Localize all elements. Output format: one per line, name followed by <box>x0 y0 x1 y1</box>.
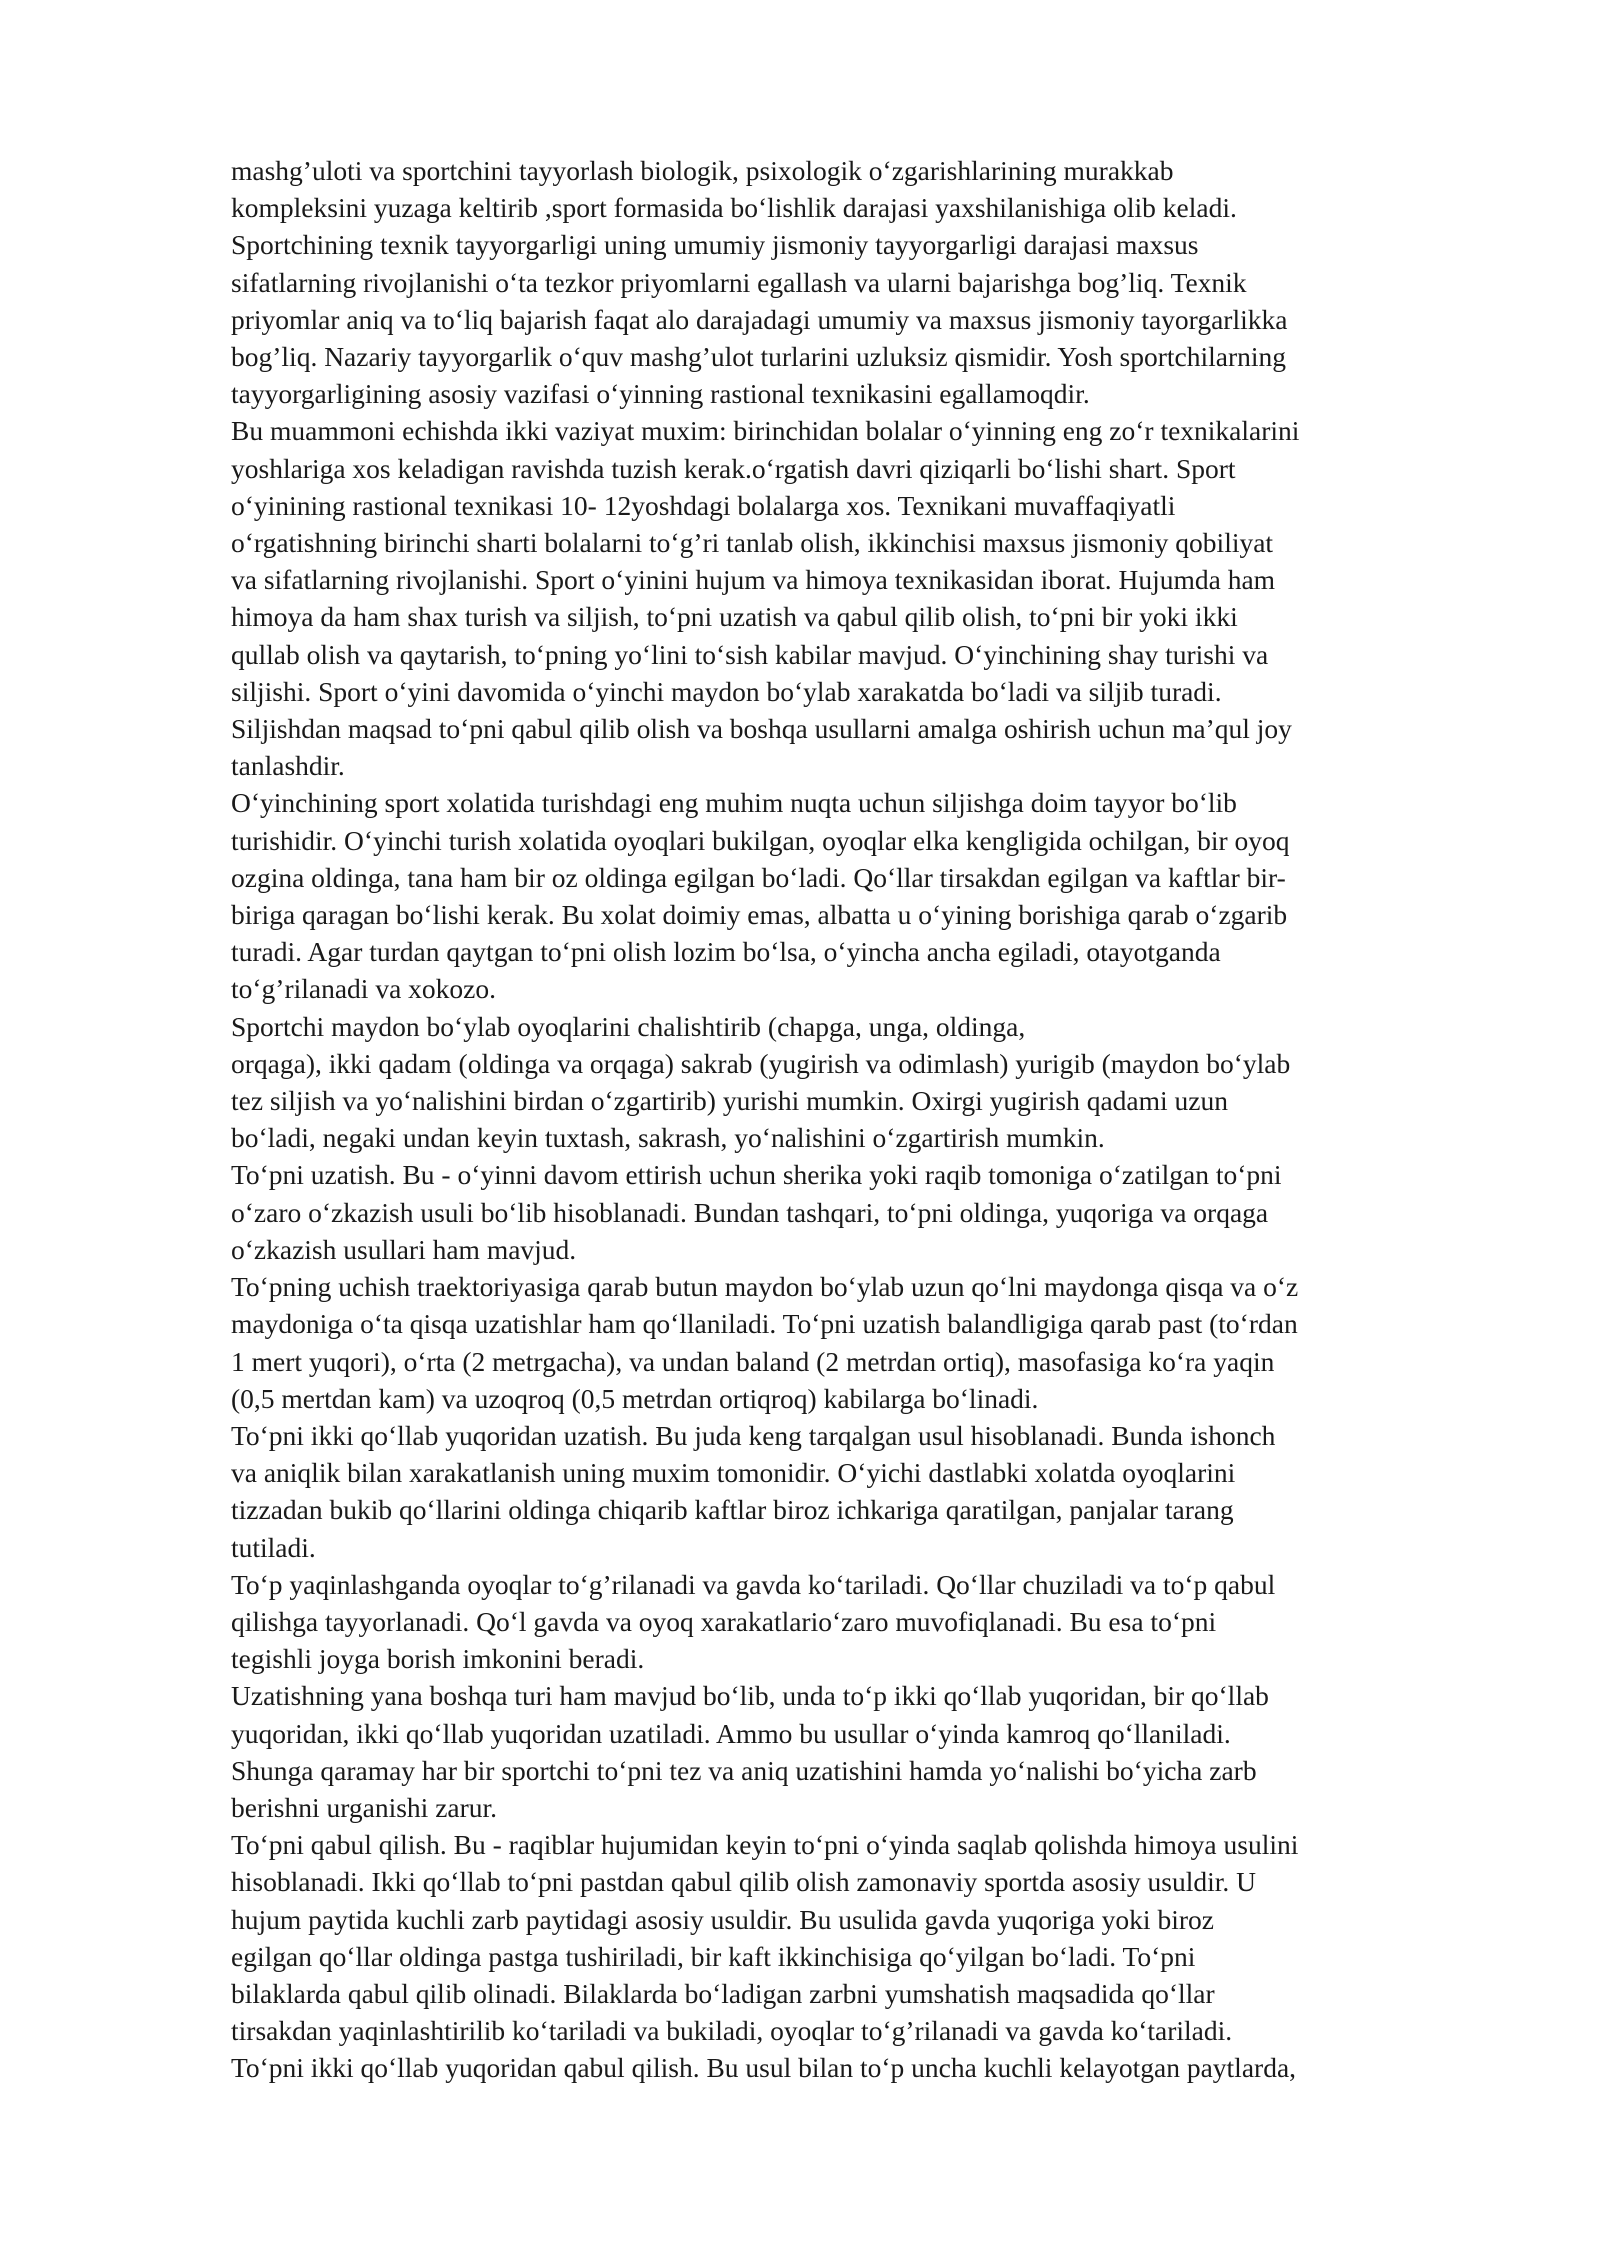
text-line: 1 mert yuqori), o‘rta (2 metrgacha), va undan baland (2 metrdan ortiq), masofasiga ko‘ra yaqin <box>231 1345 1275 1377</box>
text-line: o‘yinining rastional texnikasi 10- 12yoshdagi bolalarga xos. Texnikani muvaffaqiyatli <box>231 489 1176 521</box>
text-line: bo‘ladi, negaki undan keyin tuxtash, sakrash, yo‘nalishini o‘zgartirish mumkin. <box>231 1122 1105 1154</box>
text-line: biriga qaragan bo‘lishi kerak. Bu xolat doimiy emas, albatta u o‘yining borishiga qarab o‘zgarib <box>231 899 1288 931</box>
text-line: maydoniga o‘ta qisqa uzatishlar ham qo‘llaniladi. To‘pni uzatish balandligiga qarab past (to‘rdan <box>231 1308 1298 1340</box>
text-line: tizzadan bukib qo‘llarini oldinga chiqarib kaftlar biroz ichkariga qaratilgan, panjalar tarang <box>231 1494 1234 1526</box>
text-line: o‘rgatishning birinchi sharti bolalarni to‘g’ri tanlab olish, ikkinchisi maxsus jismoniy qobiliyat <box>231 527 1274 559</box>
text-line: mashg’uloti va sportchini tayyorlash biologik, psixologik o‘zgarishlarining murakkab <box>231 155 1174 186</box>
text-line: ozgina oldinga, tana ham bir oz oldinga egilgan bo‘ladi. Qo‘llar tirsakdan egilgan va kaftlar bir- <box>231 861 1286 893</box>
text-line: yoshlariga xos keladigan ravishda tuzish kerak.o‘rgatish davri qiziqarli bo‘lishi shart. Sport <box>231 452 1236 484</box>
text-line: yuqoridan, ikki qo‘llab yuqoridan uzatiladi. Ammo bu usullar o‘yinda kamroq qo‘llaniladi. <box>231 1717 1231 1749</box>
text-line: tanlashdir. <box>231 750 345 782</box>
text-line: orqaga), ikki qadam (oldinga va orqaga) sakrab (yugirish va odimlash) yurigib (maydon bo‘ylab <box>231 1047 1291 1079</box>
text-line: sifatlarning rivojlanishi o‘ta tezkor priyomlarni egallash va ularni bajarishga bog’liq. Texnik <box>231 266 1247 298</box>
text-line: O‘yinchining sport xolatida turishdagi eng muhim nuqta uchun siljishga doim tayyor bo‘lib <box>231 787 1237 819</box>
text-line: tayyorgarligining asosiy vazifasi o‘yinning rastional texnikasini egallamoqdir. <box>231 378 1090 410</box>
text-line: To‘pni ikki qo‘llab yuqoridan qabul qilish. Bu usul bilan to‘p uncha kuchli kelayotgan paytlarda, <box>231 2052 1297 2084</box>
text-line: tegishli joyga borish imkonini beradi. <box>231 1643 645 1675</box>
text-line: turishidir. O‘yinchi turish xolatida oyoqlari bukilgan, oyoqlar elka kengligida ochilgan, bir oyoq <box>231 824 1290 856</box>
text-line: priyomlar aniq va to‘liq bajarish faqat alo darajadagi umumiy va maxsus jismoniy tayorgarlikka <box>231 303 1288 335</box>
document-page <box>231 152 1501 2087</box>
text-line: To‘p yaqinlashganda oyoqlar to‘g’rilanadi va gavda ko‘tariladi. Qo‘llar chuziladi va to‘p qabul <box>231 1568 1276 1600</box>
text-line: Shunga qaramay har bir sportchi to‘pni tez va aniq uzatishini hamda yo‘nalishi bo‘yicha zarb <box>231 1754 1257 1786</box>
text-line: tutiladi. <box>231 1531 316 1563</box>
text-line: kompleksini yuzaga keltirib ,sport formasida bo‘lishlik darajasi yaxshilanishiga olib keladi. <box>231 192 1237 224</box>
text-line: qullab olish va qaytarish, to‘pning yo‘lini to‘sish kabilar mavjud. O‘yinchining shay turishi va <box>231 638 1269 670</box>
text-line: va aniqlik bilan xarakatlanish uning muxim tomonidir. O‘yichi dastlabki xolatda oyoqlarini <box>231 1457 1236 1489</box>
text-line: bog’liq. Nazariy tayyorgarlik o‘quv mashg’ulot turlarini uzluksiz qismidir. Yosh sportchilarning <box>231 341 1287 373</box>
text-line: turadi. Agar turdan qaytgan to‘pni olish lozim bo‘lsa, o‘yincha ancha egiladi, otayotganda <box>231 936 1221 968</box>
text-line: Sportchining texnik tayyorgarligi uning umumiy jismoniy tayyorgarligi darajasi maxsus <box>231 229 1199 261</box>
text-line: egilgan qo‘llar oldinga pastga tushiriladi, bir kaft ikkinchisiga qo‘yilgan bo‘ladi. To‘pni <box>231 1940 1196 1972</box>
text-line: himoya da ham shax turish va siljish, to‘pni uzatish va qabul qilib olish, to‘pni bir yoki ikki <box>231 601 1238 633</box>
text-line: To‘pni ikki qo‘llab yuqoridan uzatish. Bu juda keng tarqalgan usul hisoblanadi. Bunda ishonch <box>231 1419 1276 1451</box>
text-line: tez siljish va yo‘nalishini birdan o‘zgartirib) yurishi mumkin. Oxirgi yugirish qadami uzun <box>231 1085 1228 1117</box>
text-line: qilishga tayyorlanadi. Qo‘l gavda va oyoq xarakatlario‘zaro muvofiqlanadi. Bu esa to‘pni <box>231 1605 1217 1637</box>
text-line: To‘pning uchish traektoriyasiga qarab butun maydon bo‘ylab uzun qo‘lni maydonga qisqa va o‘z <box>231 1271 1299 1303</box>
text-line: bilaklarda qabul qilib olinadi. Bilaklarda bo‘ladigan zarbni yumshatish maqsadida qo‘llar <box>231 1977 1215 2009</box>
text-line: To‘pni uzatish. Bu - o‘yinni davom ettirish uchun sherika yoki raqib tomoniga o‘zatilgan to‘pni <box>231 1159 1282 1191</box>
text-line: Uzatishning yana boshqa turi ham mavjud bo‘lib, unda to‘p ikki qo‘llab yuqoridan, bir qo‘llab <box>231 1680 1269 1712</box>
text-line: hisoblanadi. Ikki qo‘llab to‘pni pastdan qabul qilib olish zamonaviy sportda asosiy usuldir. U <box>231 1866 1257 1898</box>
text-line: Bu muammoni echishda ikki vaziyat muxim: birinchidan bolalar o‘yinning eng zo‘r texnikalarini <box>231 415 1300 447</box>
text-line: berishni urganishi zarur. <box>231 1791 498 1823</box>
text-line: o‘zaro o‘zkazish usuli bo‘lib hisoblanadi. Bundan tashqari, to‘pni oldinga, yuqoriga va orqaga <box>231 1196 1269 1228</box>
text-line: va sifatlarning rivojlanishi. Sport o‘yinini hujum va himoya texnikasidan iborat. Hujumda ham <box>231 564 1276 596</box>
text-line: o‘zkazish usullari ham mavjud. <box>231 1233 577 1265</box>
text-line: tirsakdan yaqinlashtirilib ko‘tariladi va bukiladi, oyoqlar to‘g’rilanadi va gavda ko‘tariladi. <box>231 2015 1233 2047</box>
text-line: (0,5 mertdan kam) va uzoqroq (0,5 metrdan ortiqroq) kabilarga bo‘linadi. <box>231 1382 1039 1414</box>
text-line: Siljishdan maqsad to‘pni qabul qilib olish va boshqa usullarni amalga oshirish uchun ma’qul joy <box>231 713 1292 745</box>
text-line: siljishi. Sport o‘yini davomida o‘yinchi maydon bo‘ylab xarakatda bo‘ladi va siljib turadi. <box>231 675 1222 707</box>
text-line: hujum paytida kuchli zarb paytidagi asosiy usuldir. Bu usulida gavda yuqoriga yoki biroz <box>231 1903 1214 1935</box>
text-line: to‘g’rilanadi va xokozo. <box>231 973 496 1005</box>
text-line: Sportchi maydon bo‘ylab oyoqlarini chalishtirib (chapga, unga, oldinga, <box>231 1010 1026 1042</box>
text-line: To‘pni qabul qilish. Bu - raqiblar hujumidan keyin to‘pni o‘yinda saqlab qolishda himoya usulini <box>231 1829 1299 1861</box>
